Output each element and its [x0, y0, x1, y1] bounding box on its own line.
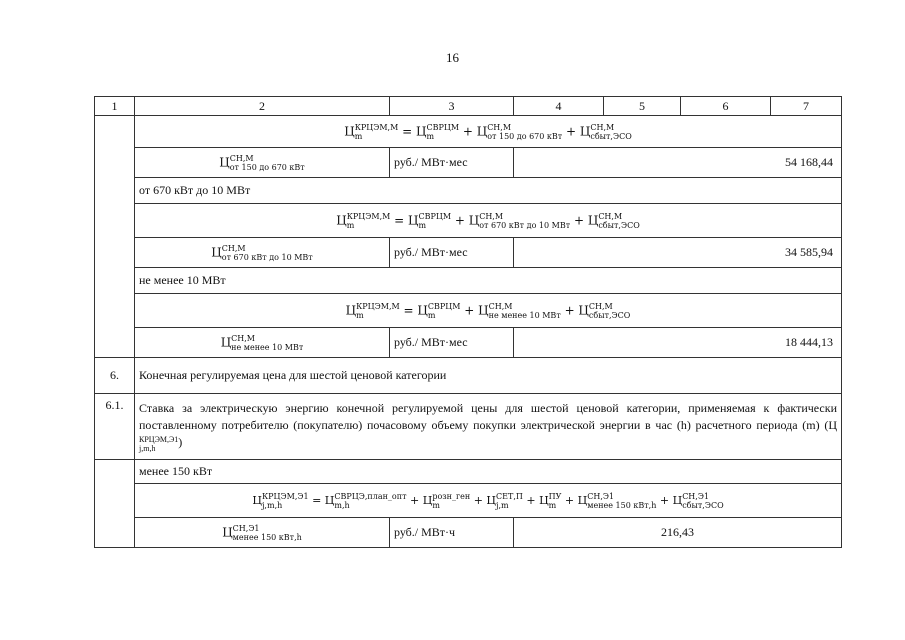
item-text: Конечная регулируемая цена для шестой ценовой категории — [135, 358, 842, 394]
value-cell: 34 585,94 — [514, 238, 842, 268]
header-cell: 3 — [390, 97, 514, 116]
symbol-cell: Ц СН,М не менее 10 МВт — [135, 328, 390, 358]
section-label: от 670 кВт до 10 МВт — [135, 178, 842, 204]
section-row — [95, 178, 842, 204]
number-cell-empty — [95, 460, 135, 548]
symbol-cell: Ц СН,Э1 менее 150 кВт,h — [135, 518, 390, 548]
section-label: менее 150 кВт — [135, 460, 842, 484]
unit-cell: руб./ МВт·мес — [390, 238, 514, 268]
value-row — [95, 518, 842, 548]
item-number: 6. — [95, 358, 135, 394]
item-text: Ставка за электрическую энергию конечной регулируемой цены для шестой ценовой категории, применяемая к фактически поставленному потребителю (покупателю) почасовому объему покупки электрической энергии в час (h) расчетного периода (m) (Ц КРЦЭМ,Э1 j,m,h ) — [135, 394, 842, 460]
value-cell: 18 444,13 — [514, 328, 842, 358]
item-row-6-1 — [95, 394, 842, 460]
item-number: 6.1. — [95, 394, 135, 460]
symbol-cell: Ц СН,М от 670 кВт до 10 МВт — [135, 238, 390, 268]
item-row-6 — [95, 358, 842, 394]
section-row — [95, 460, 842, 484]
formula-row — [95, 116, 842, 148]
formula-row — [95, 484, 842, 518]
header-cell: 2 — [135, 97, 390, 116]
section-label: не менее 10 МВт — [135, 268, 842, 294]
value-row — [95, 328, 842, 358]
page-number: 16 — [446, 50, 459, 65]
symbol-cell: Ц СН,М от 150 до 670 кВт — [135, 148, 390, 178]
formula-150-670: Ц КРЦЭМ,М m = Ц СВРЦМ m + Ц СН,М от 150 до 670 кВт + Ц СН,М сбыт,ЭСО — [135, 116, 842, 148]
value-cell: 54 168,44 — [514, 148, 842, 178]
value-row — [95, 148, 842, 178]
header-cell: 4 — [514, 97, 604, 116]
unit-cell: руб./ МВт·мес — [390, 148, 514, 178]
header-cell: 6 — [681, 97, 771, 116]
value-row — [95, 238, 842, 268]
formula-row — [95, 204, 842, 238]
formula-10-plus: Ц КРЦЭМ,М m = Ц СВРЦМ m + Ц СН,М не менее 10 МВт + Ц СН,М сбыт,ЭСО — [135, 294, 842, 328]
formula-670-10: Ц КРЦЭМ,М m = Ц СВРЦМ m + Ц СН,М от 670 кВт до 10 МВт + Ц СН,М сбыт,ЭСО — [135, 204, 842, 238]
unit-cell: руб./ МВт·мес — [390, 328, 514, 358]
tariff-table — [94, 96, 842, 548]
header-cell: 5 — [604, 97, 681, 116]
formula-row — [95, 294, 842, 328]
header-cell: 7 — [771, 97, 842, 116]
value-cell: 216,43 — [514, 518, 842, 548]
header-row — [95, 97, 842, 116]
section-row — [95, 268, 842, 294]
formula-6th-category: Ц КРЦЭМ,Э1 j,m,h = Ц СВРЦЭ,план_опт m,h + Ц розн_ген m + Ц СЕТ,П j,m + Ц ПУ m + Ц СН,Э1 менее 150 кВт,h + Ц СН,Э1 сбыт,ЭСО — [135, 484, 842, 518]
unit-cell: руб./ МВт·ч — [390, 518, 514, 548]
header-cell: 1 — [95, 97, 135, 116]
number-cell-empty — [95, 116, 135, 358]
